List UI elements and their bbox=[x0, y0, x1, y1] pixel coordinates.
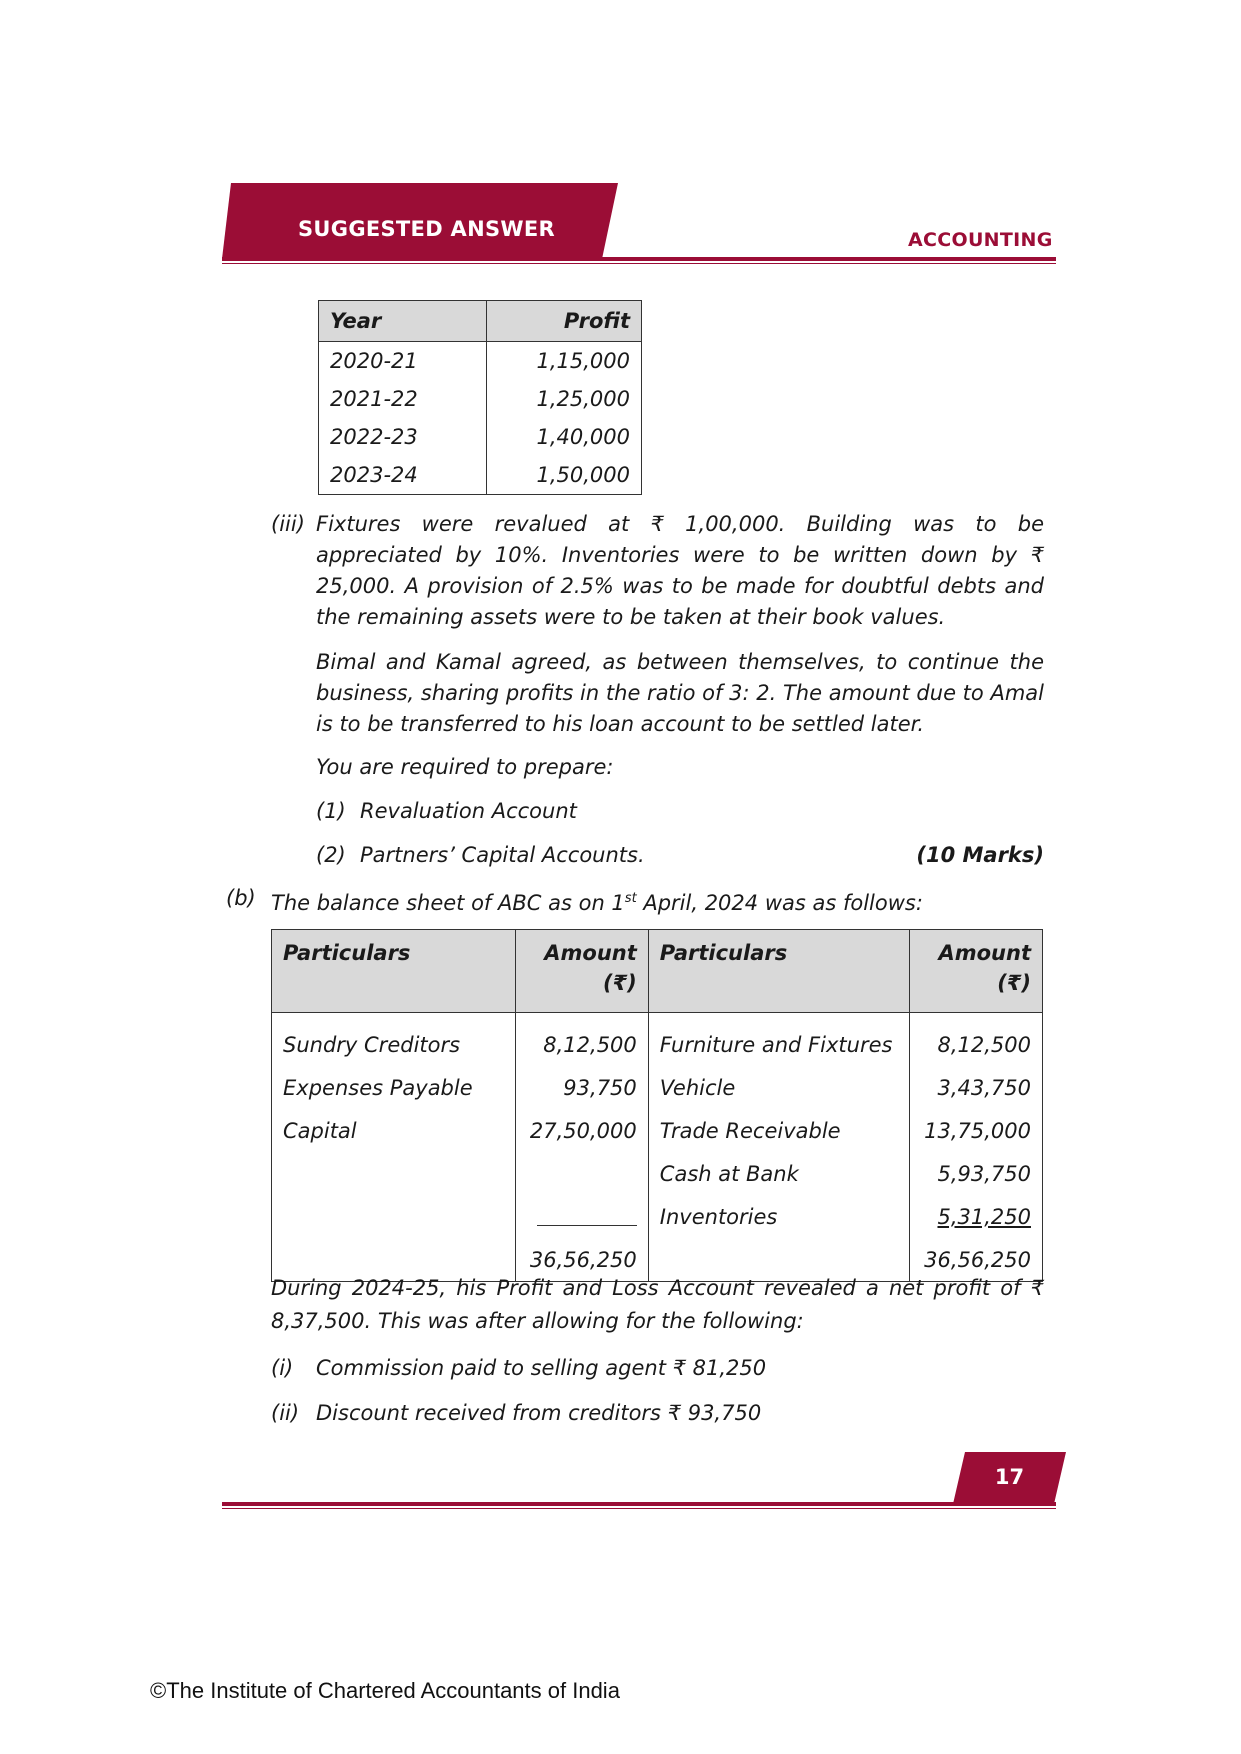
table-row bbox=[272, 1013, 1043, 1067]
asset-name: Trade Receivable bbox=[648, 1109, 909, 1152]
requirement-1-text: Revaluation Account bbox=[360, 799, 577, 823]
balance-sheet-header bbox=[272, 930, 1043, 1013]
assets-total: 36,56,250 bbox=[909, 1238, 1042, 1282]
header-divider-thin bbox=[222, 263, 1056, 264]
asset-amount: 13,75,000 bbox=[909, 1109, 1042, 1152]
footer-divider-thin bbox=[222, 1508, 1056, 1509]
during-paragraph: During 2024-25, his Profit and Loss Account revealed a net profit of ₹ 8,37,500. This was after allowing for the following: bbox=[271, 1276, 1044, 1333]
table-row bbox=[272, 1195, 1043, 1238]
profit-table bbox=[318, 300, 642, 495]
profit-cell: 1,50,000 bbox=[487, 456, 642, 495]
liability-total-rule bbox=[515, 1195, 648, 1238]
table-row bbox=[319, 418, 642, 456]
continuation-paragraph: Bimal and Kamal agreed, as between themselves, to continue the business, sharing profits in the ratio of 3: 2. The amount due to Amal is to be transferred to his loan account to be settled later. bbox=[316, 650, 1044, 736]
part-b-marker: (b) bbox=[226, 886, 256, 910]
header-profit: Profit bbox=[487, 301, 642, 342]
header-particulars-left: Particulars bbox=[272, 930, 516, 1013]
asset-name: Cash at Bank bbox=[648, 1152, 909, 1195]
table-row bbox=[319, 456, 642, 495]
header-amount-left: Amount (₹) bbox=[515, 930, 648, 1013]
liability-amount: 27,50,000 bbox=[515, 1109, 648, 1152]
asset-name: Inventories bbox=[648, 1195, 909, 1238]
header-amount-right: Amount (₹) bbox=[909, 930, 1042, 1013]
marks-label: (10 Marks) bbox=[916, 843, 1044, 867]
liability-name bbox=[272, 1152, 516, 1195]
requirement-2-marker: (2) bbox=[316, 843, 346, 867]
asset-amount: 5,31,250 bbox=[909, 1195, 1042, 1238]
copyright-notice: ©The Institute of Chartered Accountants of India bbox=[150, 1678, 620, 1703]
point-iii-text: Fixtures were revalued at ₹ 1,00,000. Building was to be appreciated by 10%. Inventories were to be written down by ₹ 25,000. A provision of 2.5% was to be made for doubtful debts and the remaining assets were to be taken at their book values. bbox=[316, 512, 1044, 629]
header-year: Year bbox=[319, 301, 487, 342]
balance-sheet-table bbox=[271, 929, 1043, 1282]
adjustment-2-text: Discount received from creditors ₹ 93,750 bbox=[316, 1401, 762, 1425]
adjustment-1-marker: (i) bbox=[271, 1356, 294, 1380]
header-particulars-right: Particulars bbox=[648, 930, 909, 1013]
header-tab-title: SUGGESTED ANSWER bbox=[298, 217, 555, 241]
liability-name: Sundry Creditors bbox=[272, 1013, 516, 1067]
profit-table-header bbox=[319, 301, 642, 342]
table-row bbox=[272, 1109, 1043, 1152]
profit-cell: 1,40,000 bbox=[487, 418, 642, 456]
page-number: 17 bbox=[994, 1465, 1025, 1489]
year-cell: 2020-21 bbox=[319, 342, 487, 381]
liability-amount bbox=[515, 1152, 648, 1195]
header-subject: ACCOUNTING bbox=[908, 229, 1053, 251]
requirement-1-marker: (1) bbox=[316, 799, 346, 823]
part-b-text: The balance sheet of ABC as on 1st April, 2024 was as follows: bbox=[271, 891, 923, 915]
year-cell: 2022-23 bbox=[319, 418, 487, 456]
liability-amount: 8,12,500 bbox=[515, 1013, 648, 1067]
asset-name: Furniture and Fixtures bbox=[648, 1013, 909, 1067]
liability-name: Capital bbox=[272, 1109, 516, 1152]
footer-divider bbox=[222, 1502, 1056, 1506]
requirement-2-text: Partners’ Capital Accounts. bbox=[360, 843, 645, 867]
adjustment-2-marker: (ii) bbox=[271, 1401, 300, 1425]
liabilities-total: 36,56,250 bbox=[515, 1238, 648, 1282]
table-row bbox=[272, 1152, 1043, 1195]
adjustment-1-text: Commission paid to selling agent ₹ 81,250 bbox=[316, 1356, 767, 1380]
asset-name: Vehicle bbox=[648, 1066, 909, 1109]
year-cell: 2021-22 bbox=[319, 380, 487, 418]
table-row bbox=[319, 342, 642, 381]
point-iii-marker: (iii) bbox=[271, 512, 305, 536]
asset-amount: 8,12,500 bbox=[909, 1013, 1042, 1067]
table-row bbox=[272, 1066, 1043, 1109]
header-divider bbox=[222, 257, 1056, 261]
profit-cell: 1,25,000 bbox=[487, 380, 642, 418]
liability-amount: 93,750 bbox=[515, 1066, 648, 1109]
liability-name: Expenses Payable bbox=[272, 1066, 516, 1109]
profit-cell: 1,15,000 bbox=[487, 342, 642, 381]
year-cell: 2023-24 bbox=[319, 456, 487, 495]
asset-amount: 5,93,750 bbox=[909, 1152, 1042, 1195]
required-paragraph: You are required to prepare: bbox=[316, 755, 614, 779]
liability-name bbox=[272, 1195, 516, 1238]
asset-amount: 3,43,750 bbox=[909, 1066, 1042, 1109]
table-row bbox=[319, 380, 642, 418]
